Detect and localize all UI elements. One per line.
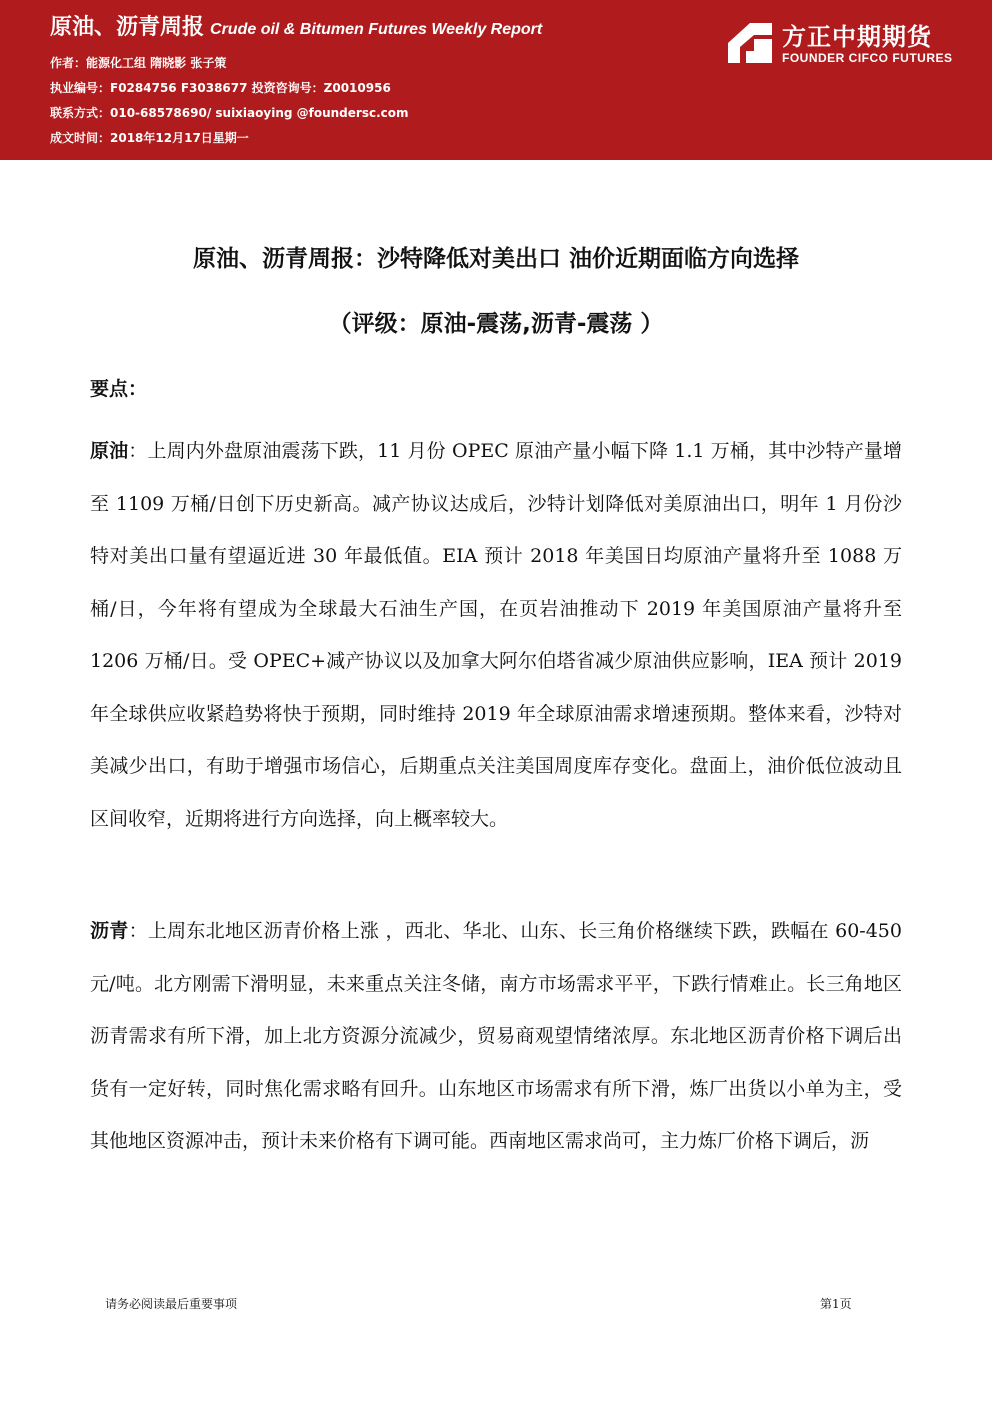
series-title-en: Crude oil & Bitumen Futures Weekly Report xyxy=(210,21,543,38)
bitumen-label: 沥青 xyxy=(90,920,129,942)
author-line: 作者：能源化工组 隋晓影 张子策 xyxy=(50,56,227,70)
company-logo xyxy=(726,15,981,70)
logo-text-en: FOUNDER CIFCO FUTURES xyxy=(782,51,953,65)
report-title: 原油、沥青周报：沙特降低对美出口 油价近期面临方向选择 xyxy=(192,246,799,272)
crude-oil-label: 原油 xyxy=(90,440,129,462)
bitumen-text: ：上周东北地区沥青价格上涨 ，西北、华北、山东、长三角价格继续下跌，跌幅在 60-450 元/吨。北方刚需下滑明显，未来重点关注冬储，南方市场需求平平，下跌行情难止。长三角地区沥青需求有所下滑，加上北方资源分流减少，贸易商观望情绪浓厚。东北地区沥青价格下调后出货有一定好转，同时焦化需求略有回升。山东地区市场需求有所下滑，炼厂出货以小单为主，受其他地区资源冲击，预计未来价格有下调可能。西南地区需求尚可，主力炼厂价格下调后，沥 xyxy=(90,920,902,1152)
series-title-cn: 原油、沥青周报 xyxy=(50,15,205,40)
crude-oil-paragraph xyxy=(90,425,902,845)
license-line: 执业编号：F0284756 F3038677 投资咨询号：Z0010956 xyxy=(50,81,391,95)
report-rating: （评级：原油-震荡,沥青-震荡 ） xyxy=(328,311,664,337)
logo-text-cn: 方正中期期货 xyxy=(782,23,932,51)
date-line: 成文时间：2018年12月17日星期一 xyxy=(50,131,249,145)
report-series-title xyxy=(50,10,542,41)
author-info xyxy=(50,55,409,155)
page-number: 第1页 xyxy=(820,1297,852,1311)
bitumen-paragraph xyxy=(90,905,902,1168)
contact-line: 联系方式：010-68578690/ suixiaoying @foundersc.com xyxy=(50,106,409,120)
key-points-heading: 要点： xyxy=(90,378,148,400)
footer-disclaimer: 请务必阅读最后重要事项 xyxy=(105,1297,238,1311)
report-header xyxy=(0,0,992,160)
crude-oil-text: ：上周内外盘原油震荡下跌，11 月份 OPEC 原油产量小幅下降 1.1 万桶，其中沙特产量增至 1109 万桶/日创下历史新高。减产协议达成后，沙特计划降低对美原油出口，明年 1 月份沙特对美出口量有望逼近进 30 年最低值。EIA 预计 2018 年美国日均原油产量将升至 1088 万桶/日，今年将有望成为全球最大石油生产国，在页岩油推动下 2019 年美国原油产量将升至 1206 万桶/日。受 OPEC+减产协议以及加拿大阿尔伯塔省减少原油供应影响，IEA 预计 2019 年全球供应收紧趋势将快于预期，同时维持 2019 年全球原油需求增速预期。整体来看，沙特对美减少出口，有助于增强市场信心，后期重点关注美国周度库存变化。盘面上，油价低位波动且区间收窄，近期将进行方向选择，向上概率较大。 xyxy=(90,440,902,830)
founder-logo-mark-icon xyxy=(726,21,774,65)
